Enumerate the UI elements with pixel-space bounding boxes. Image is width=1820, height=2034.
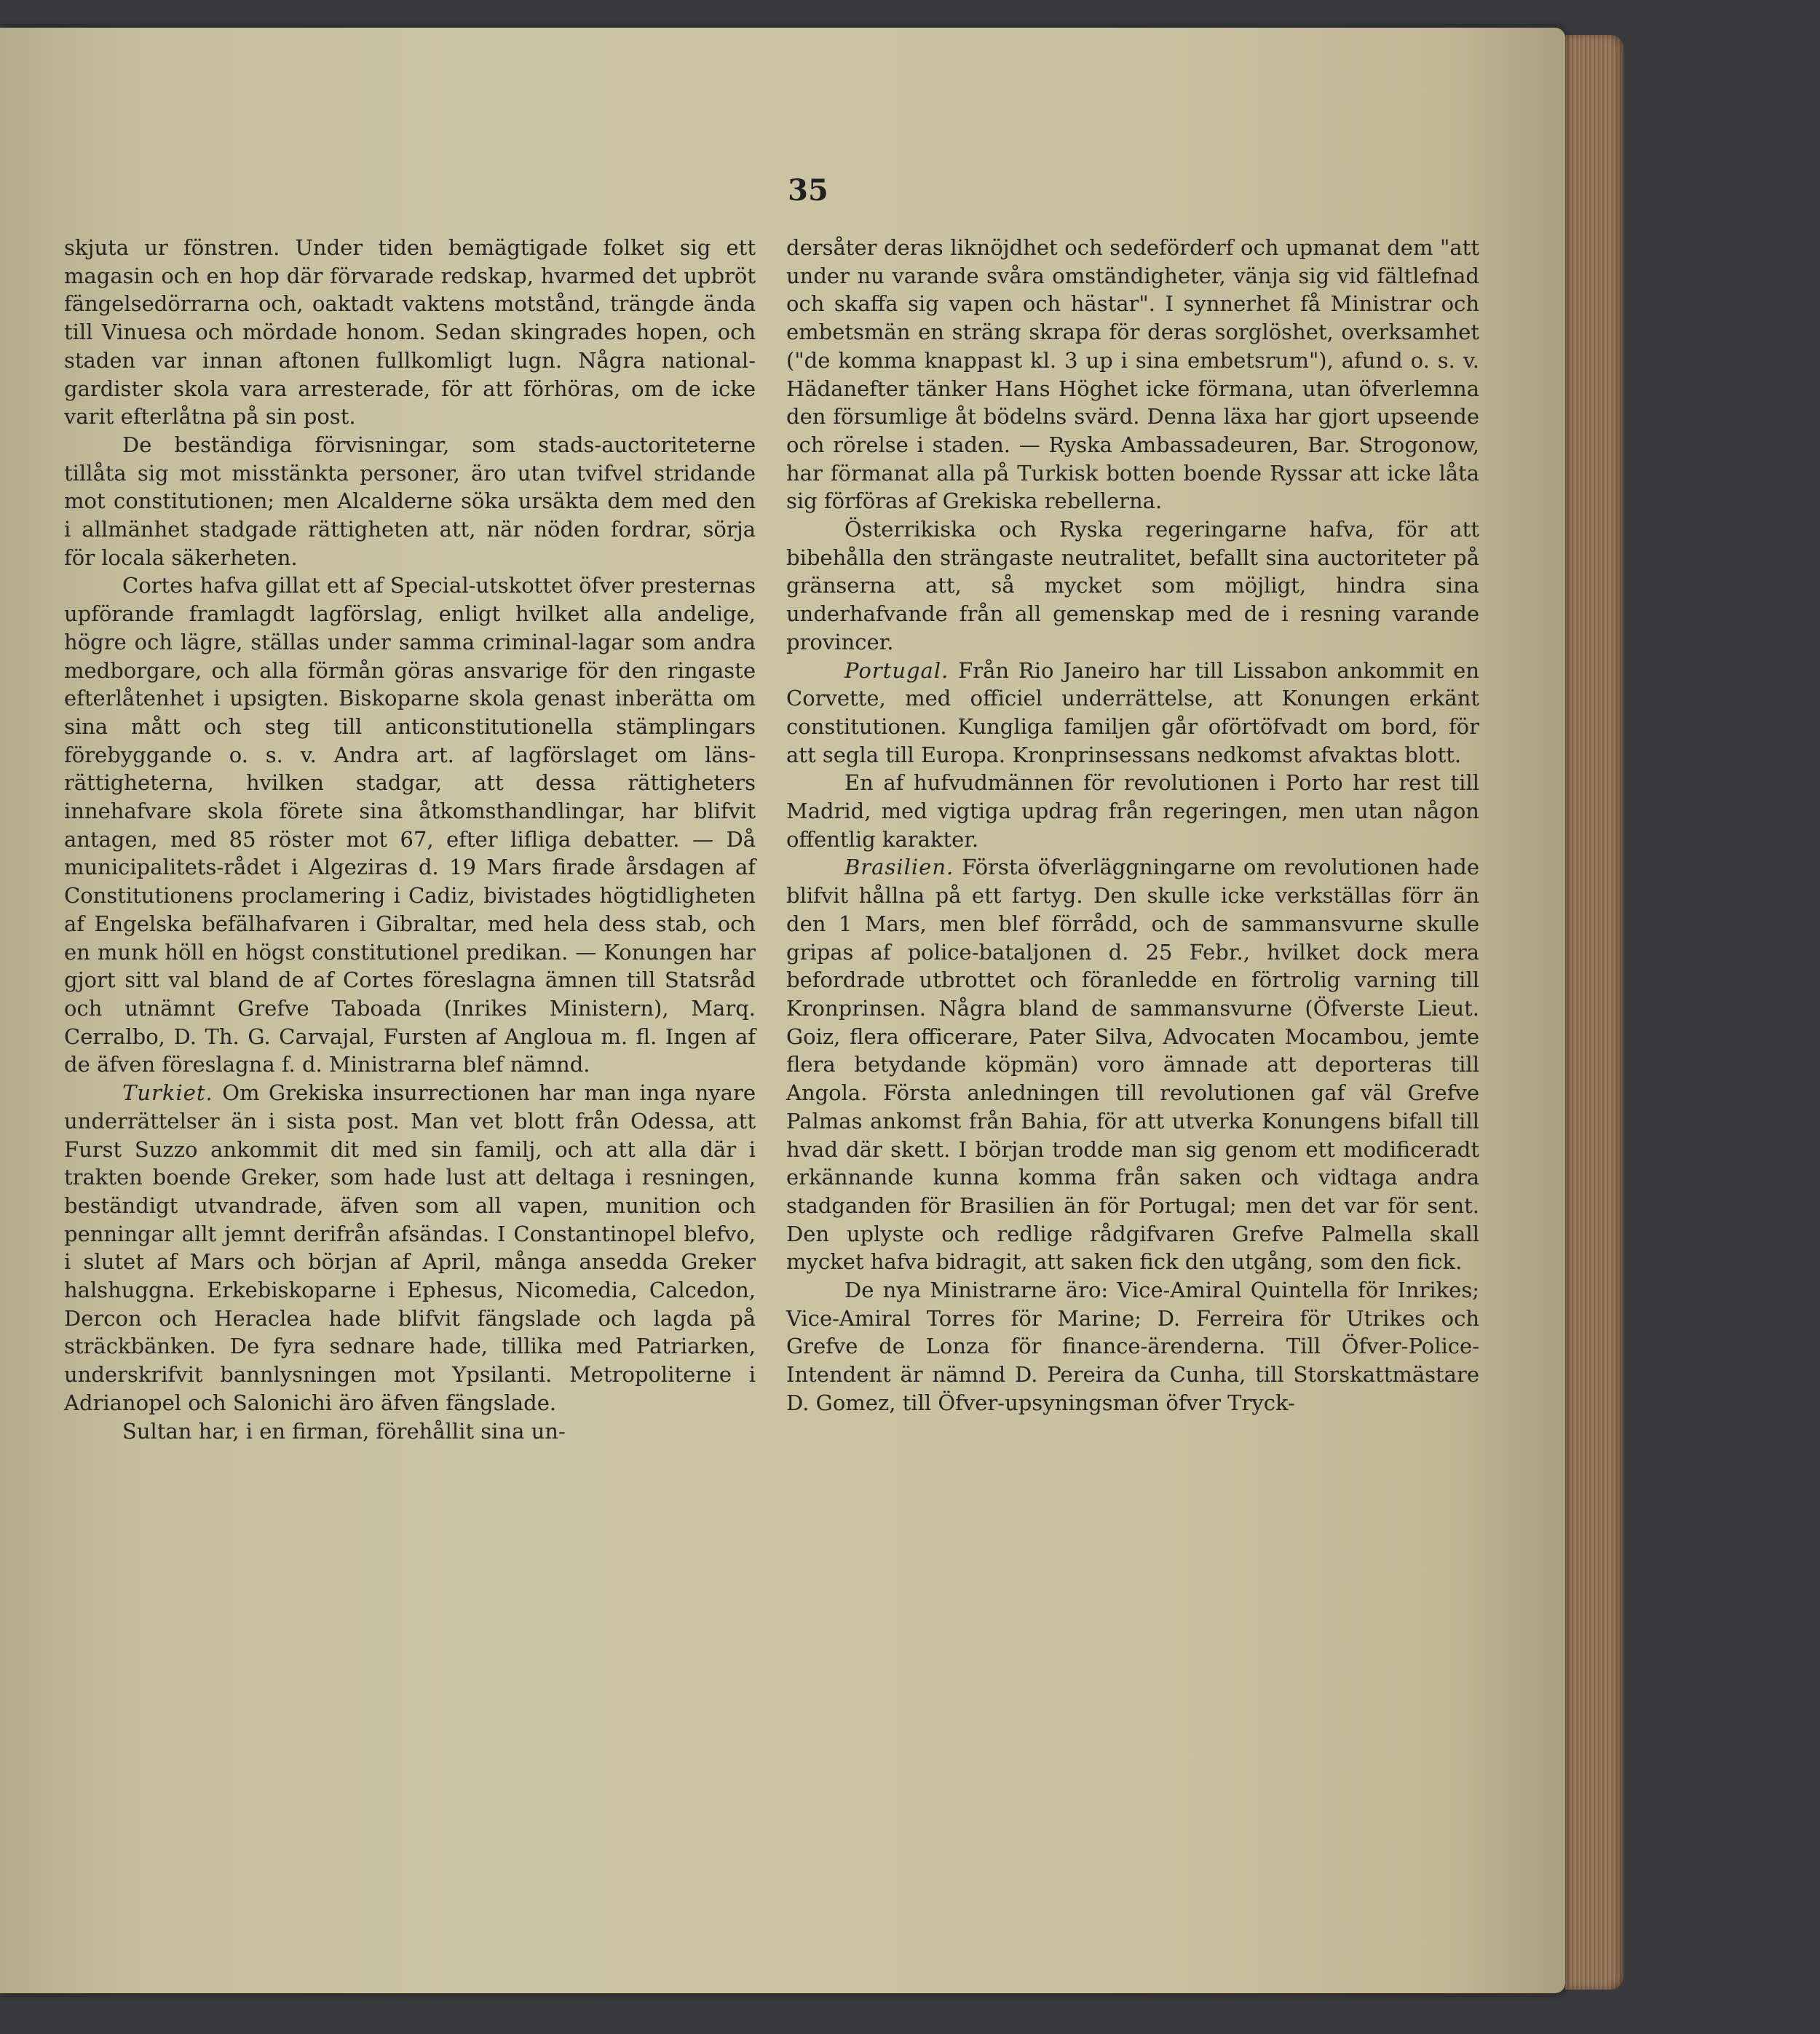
paragraph-cortes: Cortes hafva gillat ett af Special-utskottet öfver presternas upförande framlagdt lagförslag, enligt hvilket alla andelige, högre och lägre, ställas under samma criminal-lagar som andra medborgare, och alla förmån göras ansvarige för den ringaste efterlåtenhet i upsigten. Biskoparne skola genast inberätta om sina mått och steg till anticonstitutionella stämplingars förebyggande o. s. v. Andra art. af lagförslaget om läns-rättigheterna, hvilken stadgar, att dessa rättigheters innehafvare skola förete sina åtkomsthandlingar, har blifvit antagen, med 85 röster mot 67, efter lifliga debatter. — Då municipalitets-rådet i Algeziras d. 19 Mars firade årsdagen af Constitutionens proclamering i Cadiz, bivistades högtidligheten af Engelska befälhafvaren i Gibraltar, med hela dess stab, och en munk höll en högst constitutionel predikan. — Konungen har gjort sitt val bland de af Cortes föreslagna ämnen till Statsråd och utnämnt Grefve Taboada (Inrikes Ministern), Marq. Cerralbo, D. Th. G. Carvajal, Fursten af Angloua m. fl. Ingen af de äfven föreslagna f. d. Ministrarna blef nämnd. bbox=[64, 573, 756, 1077]
page-number: 35 bbox=[788, 173, 828, 207]
book-page-edges bbox=[1565, 35, 1623, 1990]
paragraph-porto: En af hufvudmännen för revolutionen i Porto har rest till Madrid, med vigtiga updrag från regeringen, men utan någon offentlig karakter. bbox=[786, 770, 1479, 852]
section-heading-brasilien: Brasilien. bbox=[844, 855, 954, 880]
paragraph-brasilien-text: Första öfverläggningarne om revolutionen hade blifvit hållna på ett fartyg. Den skulle icke verkställas förr än den 1 Mars, men blef förrådd, och de sammansvurne skulle gripas af police-bataljonen d. 25 Febr., hvilket dock mera befordrade utbrottet och föranledde en förtrolig varning till Kronprinsen. Några bland de sammansvurne (Öfverste Lieut. Goiz, flera officerare, Pater Silva, Advocaten Mocambou, jemte flera betydande köpmän) voro ämnade att deporteras till Angola. Första anledningen till revolutionen gaf väl Grefve Palmas ankomst från Bahia, för att utverka Konungens bifall till hvad där skett. I början trodde man sig genom ett modificeradt erkännande kunna komma från saken och vidtaga andra stadganden för Brasilien än för Portugal; men det var för sent. Den uplyste och redlige rådgifvaren Grefve Palmella skall mycket hafva bidragit, att saken fick den utgång, som den fick. bbox=[786, 855, 1479, 1275]
section-heading-turkiet: Turkiet. bbox=[122, 1080, 213, 1106]
paragraph-turkiet-text: Om Grekiska insurrectionen har man inga nyare underrättelser än i sista post. Man vet blott från Odessa, att Furst Suzzo ankommit dit med sin familj, och att alla där i trakten boende Greker, som hade lust att deltaga i resningen, beständigt utvandrade, äfven som all vapen, munition och penningar allt jemnt derifrån afsändas. I Constantinopel blefvo, i slutet af Mars och början af April, många ansedda Greker halshuggna. Erkebiskoparne i Ephesus, Nicomedia, Calcedon, Dercon och Heraclea hade blifvit fängslade och lagda på sträckbänken. De fyra sednare hade, tillika med Patriarken, underskrifvit bannlysningen mot Ypsilanti. Metropoliterne i Adrianopel och Salonichi äro äfven fängslade. bbox=[64, 1080, 756, 1415]
paragraph-ministers: De nya Ministrarne äro: Vice-Amiral Quintella för Inrikes; Vice-Amiral Torres för Marine; D. Ferreira för Utrikes och Grefve de Lonza för finance-ärenderna. Till Öfver-Police-Intendent är nämnd D. Pereira da Cunha, till Storskattmästare D. Gomez, till Öfver-upsyningsman öfver Tryck- bbox=[786, 1278, 1479, 1415]
paragraph-turkiet bbox=[64, 1079, 756, 1417]
paragraph-sultan: Sultan har, i en firman, förehållit sina un- bbox=[122, 1418, 566, 1444]
paragraph-brasilien bbox=[786, 853, 1479, 1276]
paragraph-neutrality: Österrikiska och Ryska regeringarne hafva, för att bibehålla den strängaste neutralitet, befallt sina auctoriteter på gränserna att, så mycket som möjligt, hindra sina underhafvande från all gemenskap med de i resning varande provincer. bbox=[786, 517, 1479, 654]
paragraph-portugal-text: Från Rio Janeiro har till Lissabon ankommit en Corvette, med officiel underrättelse, att Konungen erkänt constitutionen. Kungliga familjen går oförtöfvadt om bord, för att segla till Europa. Kronprinsessans nedkomst afvaktas blott. bbox=[786, 657, 1480, 767]
right-text-column bbox=[786, 234, 1479, 1893]
paragraph-sultan-continued: dersåter deras liknöjdhet och sedeförderf och upmanat dem "att under nu varande svåra omständigheter, vänja sig vid fältlefnad och skaffa sig vapen och hästar". I synnerhet få Ministrar och embetsmän en sträng skrapa för deras sorglöshet, overksamhet ("de komma knappast kl. 3 up i sina embetsrum"), afund o. s. v. Hädanefter tänker Hans Höghet icke förmana, utan öfverlemna den försumlige åt bödelns svärd. Denna läxa har gjort upseende och rörelse i staden. — Ryska Ambassadeuren, Bar. Strogonow, har förmanat alla på Turkisk botten boende Ryssar att icke låta sig förföras af Grekiska rebellerna. bbox=[786, 235, 1479, 514]
left-text-column bbox=[64, 234, 756, 1893]
section-heading-portugal: Portugal. bbox=[844, 657, 949, 683]
paragraph-portugal bbox=[786, 657, 1479, 769]
paragraph-spain-riot: skjuta ur fönstren. Under tiden bemägtigade folket sig ett magasin och en hop där förvarade redskap, hvarmed det upbröt fängelsedörrarna och, oaktadt vaktens motstånd, trängde ända till Vinuesa och mördade honom. Sedan skingrades hopen, och staden var innan aftonen fullkomligt lugn. Några national-gardister skola vara arresterade, för att förhöras, om de icke varit efterlåtna på sin post. bbox=[64, 235, 756, 430]
paragraph-banishments: De beständiga förvisningar, som stads-auctoriteterne tillåta sig mot misstänkta personer, äro utan tvifvel stridande mot constitutionen; men Alcalderne söka ursäkta dem med den i allmänhet stadgade rättigheten att, när nöden fordrar, sörja för locala säkerheten. bbox=[64, 432, 756, 570]
page-sheet bbox=[0, 28, 1565, 1993]
